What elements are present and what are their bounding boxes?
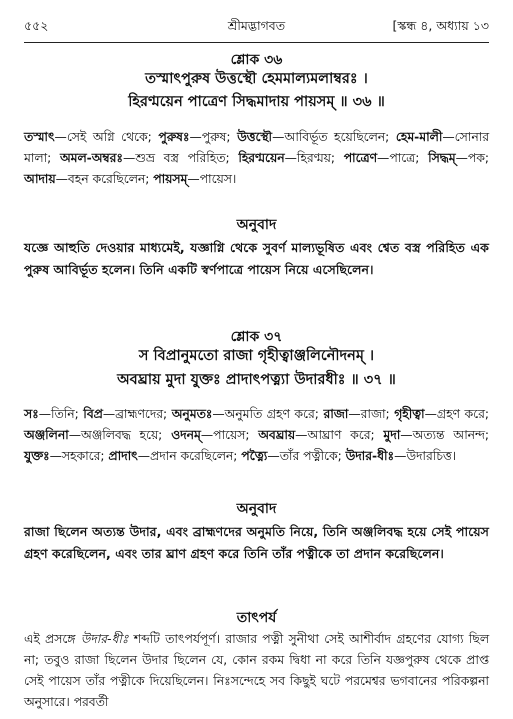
- verse37-synonym-meaning: তাঁর পত্নীকে;: [279, 449, 346, 463]
- em-dash: —: [424, 407, 437, 421]
- verse37-synonym-meaning: অনুমতি গ্রহণ করে;: [224, 407, 324, 421]
- book-title: শ্রীমদ্ভাগবত: [227, 18, 286, 33]
- verse36-synonym-meaning: বহন করেছিলেন;: [67, 172, 154, 186]
- purport-text-rest: শব্দটি তাৎপর্যপূর্ণ। রাজার পত্নী সুনীথা সেই আশীর্বাদ গ্রহণের যোগ্য ছিল না; তবুও রাজা ছিলেন উদার ছিলেন যে, কোন রকম দ্বিধা না করে তিনি যজ্ঞপুরুষ থেকে প্রাপ্ত সেই পায়েস তাঁর পত্নীকে দিয়েছিলেন। নিঃসন্দেহে সব কিছুই ঘটে পরমেশ্বর ভগবানের পরিকল্পনা অনুসারে। পরবর্তী: [24, 632, 489, 709]
- verse37-synonym-word: উদার-ধীঃ: [345, 449, 395, 463]
- verse36-synonym-word: অমল-অম্বরঃ: [59, 151, 123, 165]
- verse37-synonym-meaning: অঞ্জলিবদ্ধ হয়ে;: [81, 428, 172, 442]
- verse36-synonym-meaning: হিরণ্ময়;: [296, 151, 344, 165]
- verse-37-heading: শ্লোক ৩৭: [230, 329, 283, 345]
- verse-37-line-1: স বিপ্রানুমতো রাজা গৃহীত্বাঞ্জলিনৌদনম্ ।: [138, 348, 375, 364]
- verse-36-line-1: তস্মাৎপুরুষ উত্তস্থৌ হেমমাল্যমলাম্বরঃ ।: [145, 71, 368, 87]
- verse-37-line-2: অবঘ্রায় মুদা যুক্তঃ প্রাদাৎপত্ন্যা উদারধীঃ ॥ ৩৭ ॥: [117, 372, 396, 388]
- verse37-synonym-word: সঃ: [24, 407, 39, 421]
- verse37-synonym-word: ওদনম্: [171, 428, 201, 442]
- em-dash: —: [400, 428, 413, 442]
- em-dash: —: [137, 449, 151, 463]
- verse37-synonym-word: মুদা: [383, 428, 401, 442]
- verse37-synonym-meaning: ব্রাহ্মণদের;: [115, 407, 172, 421]
- verse36-synonym-word: আদায়: [24, 172, 56, 186]
- verse-36-line-2: হিরণ্ময়েন পাত্রেণ সিদ্ধমাদায় পায়সম্ ॥ ৩৬ ॥: [128, 94, 385, 110]
- verse-37-translation: রাজা ছিলেন অত্যন্ত উদার, এবং ব্রাহ্মণদের অনুমতি নিয়ে, তিনি অঞ্জলিবদ্ধ হয়ে সেই পায়েস গ্রহণ করেছিলেন, এবং তার ঘ্রাণ গ্রহণ করে তিনি তাঁর পত্নীকে তা প্রদান করেছিলেন।: [24, 524, 489, 561]
- em-dash: —: [348, 407, 361, 421]
- em-dash: —: [54, 130, 67, 144]
- verse37-synonym-meaning: রাজা;: [360, 407, 395, 421]
- em-dash: —: [442, 130, 455, 144]
- verse37-synonym-word: অনুমতঃ: [171, 407, 213, 421]
- verse37-synonym-word: বিপ্র: [83, 407, 103, 421]
- verse36-synonym-word: হেম-মালী: [395, 130, 443, 144]
- verse37-synonym-meaning: উদারচিত্ত।: [406, 449, 457, 463]
- verse36-synonym-meaning: পুরুষ;: [201, 130, 238, 144]
- em-dash: —: [38, 407, 51, 421]
- em-dash: —: [394, 449, 407, 463]
- verse37-synonym-word: যুক্তঃ: [24, 449, 50, 463]
- verse36-synonym-meaning: শুভ্র বস্ত্র পরিহিত;: [135, 151, 239, 165]
- verse-37-purport-heading: তাৎপর্য: [236, 610, 277, 626]
- verse36-synonym-word: সিদ্ধম্: [428, 151, 456, 165]
- verse37-synonym-meaning: গ্রহণ করে;: [436, 407, 490, 421]
- verse36-synonym-word: হিরণ্ময়েন: [238, 151, 285, 165]
- header-divider: [24, 42, 489, 43]
- em-dash: —: [272, 130, 285, 144]
- verse37-synonym-word: গৃহীত্বা: [394, 407, 425, 421]
- verse-37-purport: [24, 629, 489, 713]
- verse36-synonym-meaning: আবির্ভূত হয়েছিলেন;: [284, 130, 396, 144]
- em-dash: —: [49, 449, 62, 463]
- purport-term: উদার-ধীঃ: [80, 632, 129, 646]
- verse37-synonym-meaning: অত্যন্ত আনন্দ;: [412, 428, 489, 442]
- verse36-synonym-meaning: পায়েস।: [199, 172, 237, 186]
- verse37-synonym-word: অঞ্জলিনা: [24, 428, 69, 442]
- verse37-synonym-word: রাজা: [323, 407, 349, 421]
- em-dash: —: [189, 130, 202, 144]
- verse37-synonym-meaning: পায়েস;: [213, 428, 259, 442]
- em-dash: —: [377, 151, 390, 165]
- verse36-synonym-meaning: পক;: [467, 151, 489, 165]
- verse37-synonym-word: পত্ন্যৈ: [241, 449, 268, 463]
- verse-36-translation: যজ্ঞে আহুতি দেওয়ার মাধ্যমেই, যজ্ঞাগ্নি থেকে সুবর্ণ মাল্যভূষিত এবং শ্বেত বস্ত্র পরিহিত এক পুরুষ আবির্ভূত হলেন। তিনি একটি স্বর্ণপাত্রে পায়েস নিয়ে এসেছিলেন।: [24, 240, 489, 277]
- verse37-synonym-meaning: সহকারে;: [61, 449, 109, 463]
- verse36-synonym-word: পুরুষঃ: [158, 130, 190, 144]
- verse36-synonym-word: তস্মাৎ: [24, 130, 55, 144]
- verse36-synonym-word: পায়সম্: [153, 172, 188, 186]
- em-dash: —: [295, 428, 308, 442]
- verse36-synonym-meaning: পাত্রে;: [389, 151, 429, 165]
- verse37-synonym-meaning: তিনি;: [50, 407, 84, 421]
- verse37-synonym-word: প্রাদাৎ: [108, 449, 138, 463]
- verse-36-translation-heading: অনুবাদ: [236, 217, 277, 233]
- em-dash: —: [284, 151, 297, 165]
- verse36-synonym-meaning: সেই অগ্নি থেকে;: [66, 130, 159, 144]
- page-number: ৫৫২: [24, 18, 49, 33]
- verse-37-synonyms: [24, 404, 489, 467]
- em-dash: —: [200, 428, 214, 442]
- verse36-synonym-word: পাত্রেণ: [343, 151, 378, 165]
- em-dash: —: [187, 172, 200, 186]
- em-dash: —: [68, 428, 82, 442]
- chapter-reference: [স্কন্ধ ৪, অধ্যায় ১৩: [392, 18, 489, 33]
- verse-36-heading: শ্লোক ৩৬: [230, 52, 283, 68]
- purport-text-start: এই প্রসঙ্গে: [24, 632, 81, 646]
- em-dash: —: [122, 151, 136, 165]
- verse36-synonym-word: উত্তস্থৌ: [237, 130, 273, 144]
- running-header: [24, 18, 489, 40]
- em-dash: —: [212, 407, 225, 421]
- em-dash: —: [102, 407, 116, 421]
- verse37-synonym-word: অবঘ্রায়: [258, 428, 296, 442]
- verse36-synonym-meaning: সোনার মালা;: [24, 130, 489, 165]
- verse-37-translation-heading: অনুবাদ: [236, 501, 277, 517]
- em-dash: —: [267, 449, 280, 463]
- em-dash: —: [55, 172, 68, 186]
- verse-36-synonyms: [24, 127, 489, 190]
- verse37-synonym-meaning: আঘ্রাণ করে;: [307, 428, 384, 442]
- em-dash: —: [455, 151, 468, 165]
- verse37-synonym-meaning: প্রদান করেছিলেন;: [150, 449, 242, 463]
